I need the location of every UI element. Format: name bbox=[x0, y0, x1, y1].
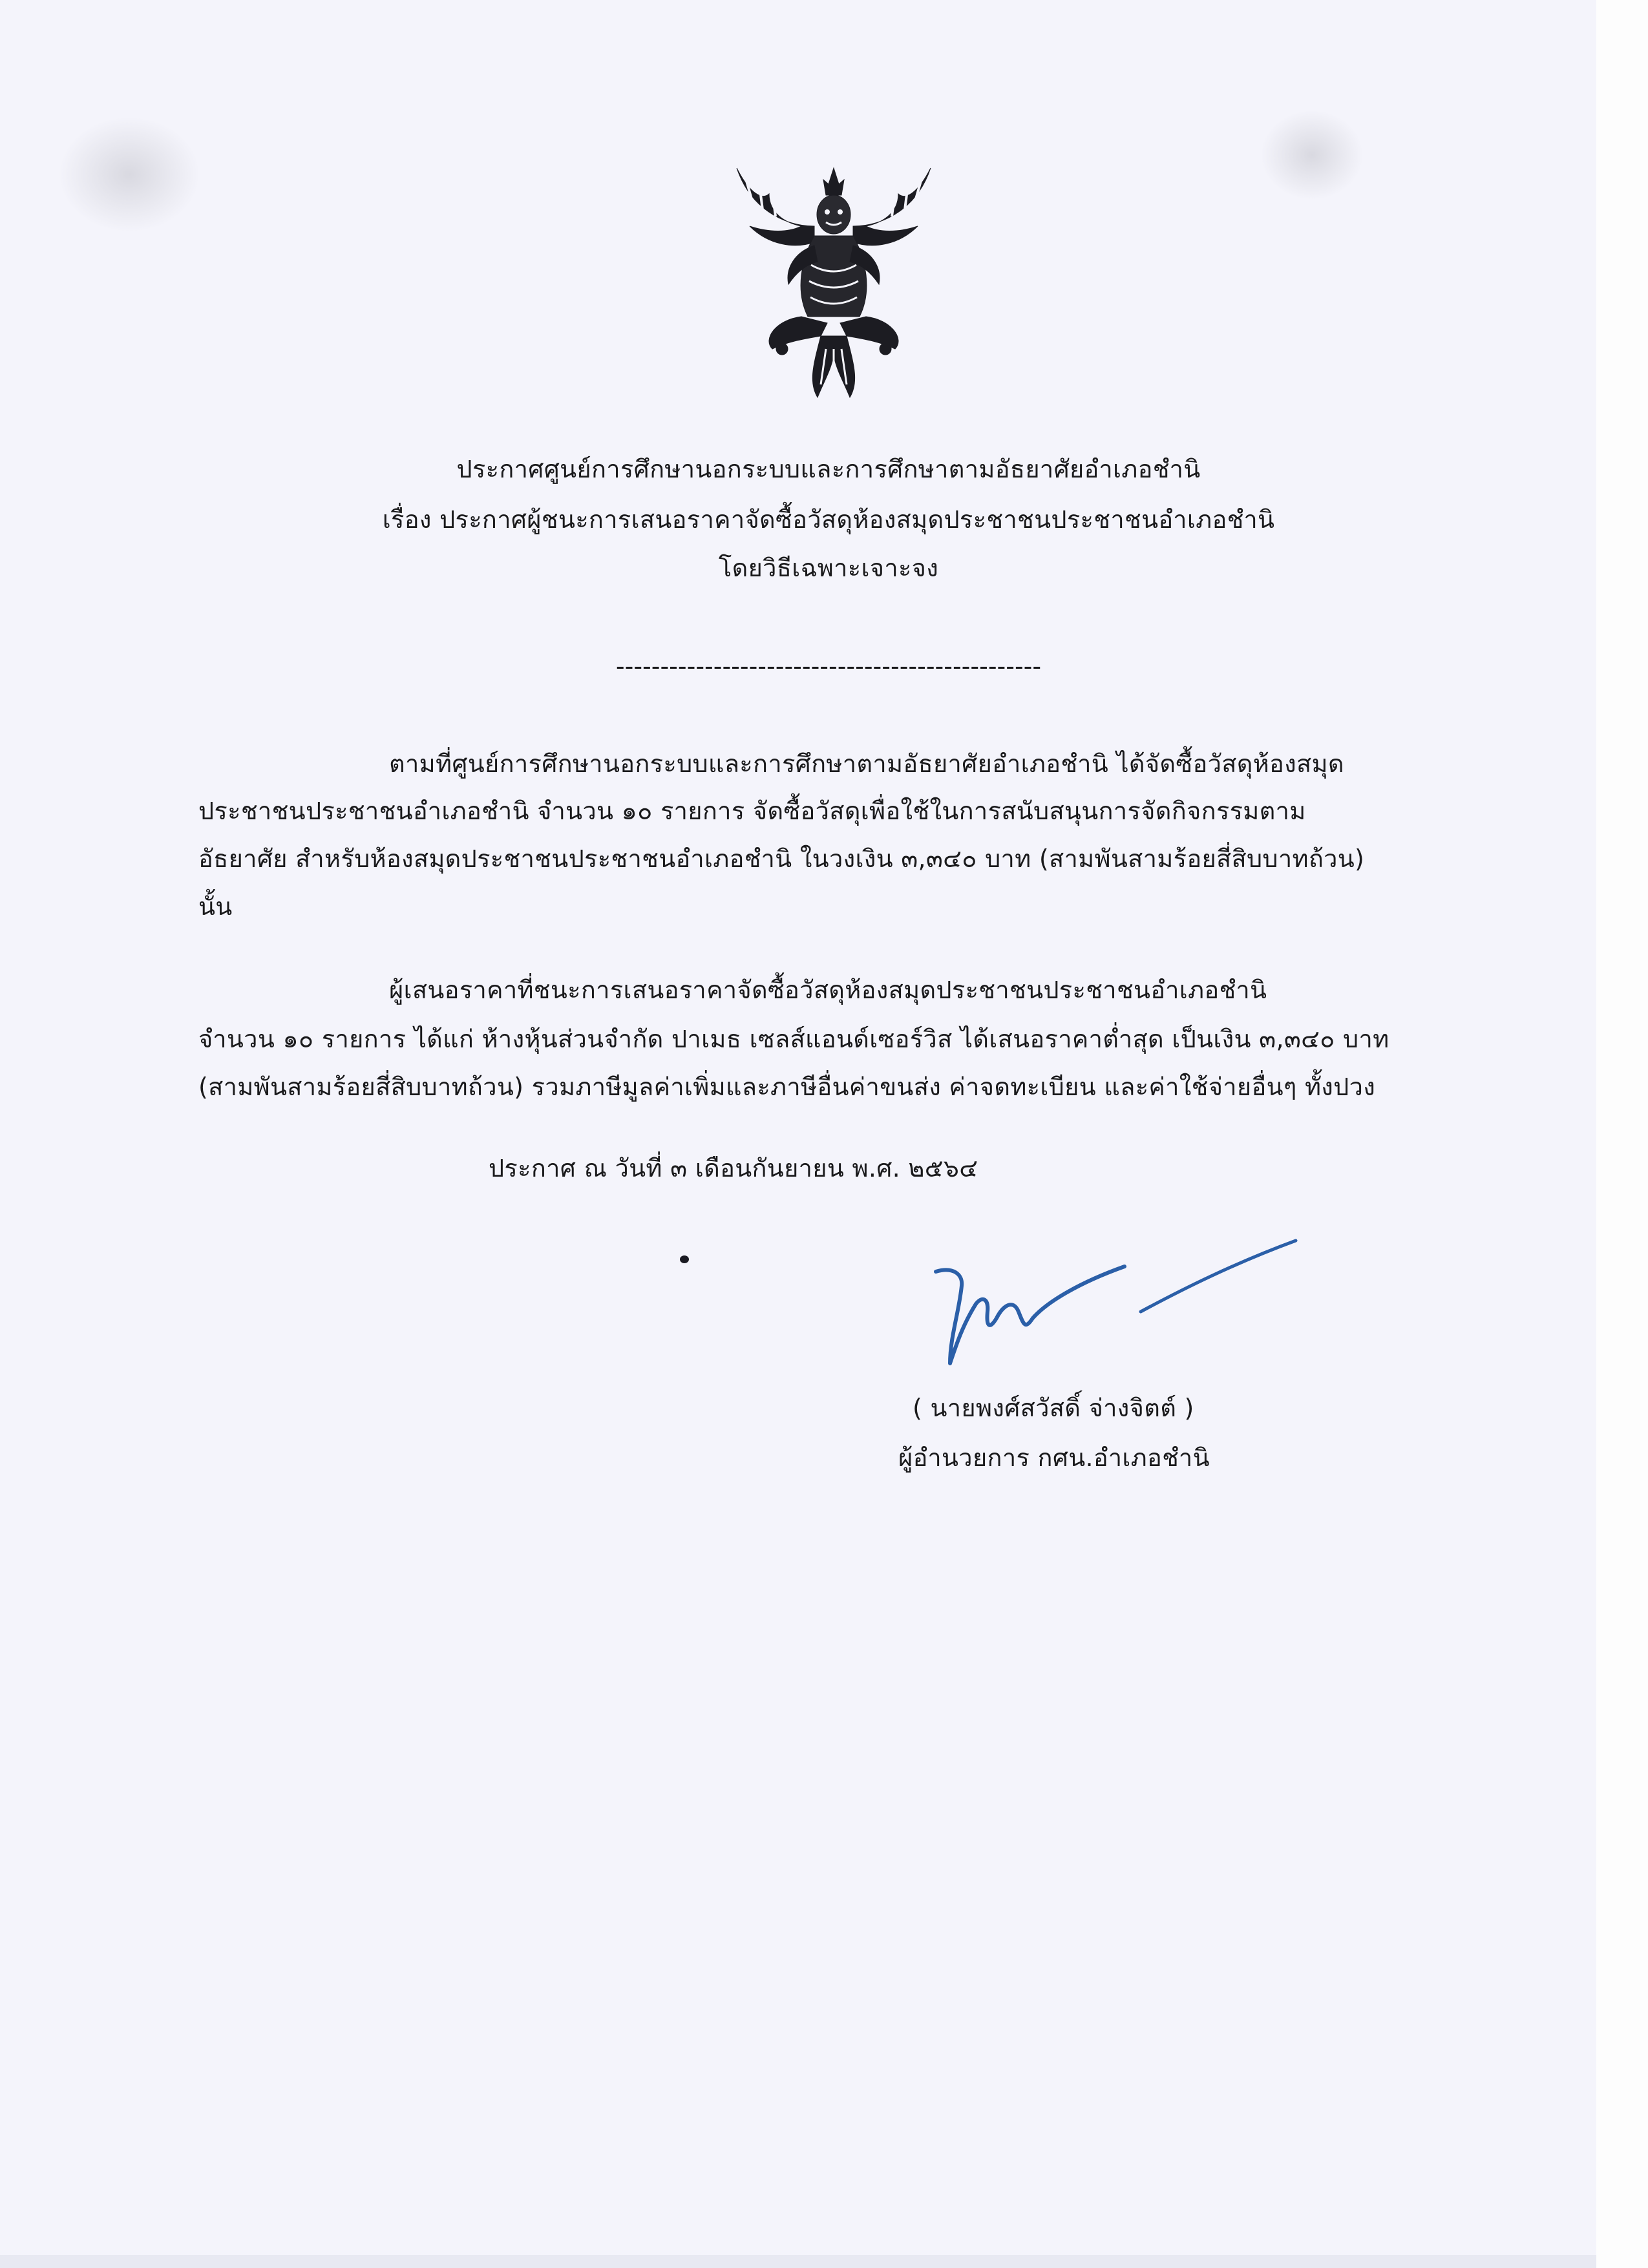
garuda-emblem-icon bbox=[724, 155, 944, 407]
paragraph2-line3: (สามพันสามร้อยสี่สิบบาทถ้วน) รวมภาษีมูลค่าเพิ่มและภาษีอื่นค่าขนส่ง ค่าจดทะเบียน และค่าใช้จ่ายอื่นๆ ทั้งปวง bbox=[198, 1073, 1376, 1101]
scan-margin bbox=[1596, 0, 1648, 2268]
handwritten-signature bbox=[892, 1228, 1305, 1383]
ink-dot bbox=[680, 1255, 689, 1263]
announcement-title: ประกาศศูนย์การศึกษานอกระบบและการศึกษาตามอัธยาศัยอำเภอชำนิ bbox=[456, 455, 1201, 483]
announcement-date: ประกาศ ณ วันที่ ๓ เดือนกันยายน พ.ศ. ๒๕๖๔ bbox=[489, 1154, 978, 1182]
paragraph1-line3: อัธยาศัย สำหรับห้องสมุดประชาชนประชาชนอำเภอชำนิ ในวงเงิน ๓,๓๔๐ บาท (สามพันสามร้อยสี่สิบบาทถ้วน) bbox=[198, 845, 1365, 873]
announcement-method: โดยวิธีเฉพาะเจาะจง bbox=[718, 554, 939, 582]
signatory-name: ( นายพงศ์สวัสดิ์ จ่างจิตต์ ) bbox=[913, 1394, 1194, 1422]
scan-smudge bbox=[1260, 110, 1364, 200]
scan-smudge bbox=[58, 116, 200, 233]
header-separator: ------------------------------------------------ bbox=[615, 652, 1042, 680]
paragraph1-line1: ตามที่ศูนย์การศึกษานอกระบบและการศึกษาตามอัธยาศัยอำเภอชำนิ ได้จัดซื้อวัสดุห้องสมุด bbox=[389, 750, 1344, 778]
paragraph1-line4: นั้น bbox=[198, 892, 233, 921]
announcement-subject: เรื่อง ประกาศผู้ชนะการเสนอราคาจัดซื้อวัสดุห้องสมุดประชาชนประชาชนอำเภอชำนิ bbox=[382, 505, 1275, 534]
paragraph2-line2: จำนวน ๑๐ รายการ ได้แก่ ห้างหุ้นส่วนจำกัด ปาเมธ เซลส์แอนด์เซอร์วิส ได้เสนอราคาต่ำสุด เป็นเงิน ๓,๓๔๐ บาท bbox=[198, 1025, 1389, 1053]
signatory-position: ผู้อำนวยการ กศน.อำเภอชำนิ bbox=[898, 1444, 1210, 1472]
paragraph2-line1: ผู้เสนอราคาที่ชนะการเสนอราคาจัดซื้อวัสดุห้องสมุดประชาชนประชาชนอำเภอชำนิ bbox=[389, 976, 1267, 1004]
paragraph1-line2: ประชาชนประชาชนอำเภอชำนิ จำนวน ๑๐ รายการ จัดซื้อวัสดุเพื่อใช้ในการสนับสนุนการจัดกิจกรรมตาม bbox=[198, 797, 1306, 825]
